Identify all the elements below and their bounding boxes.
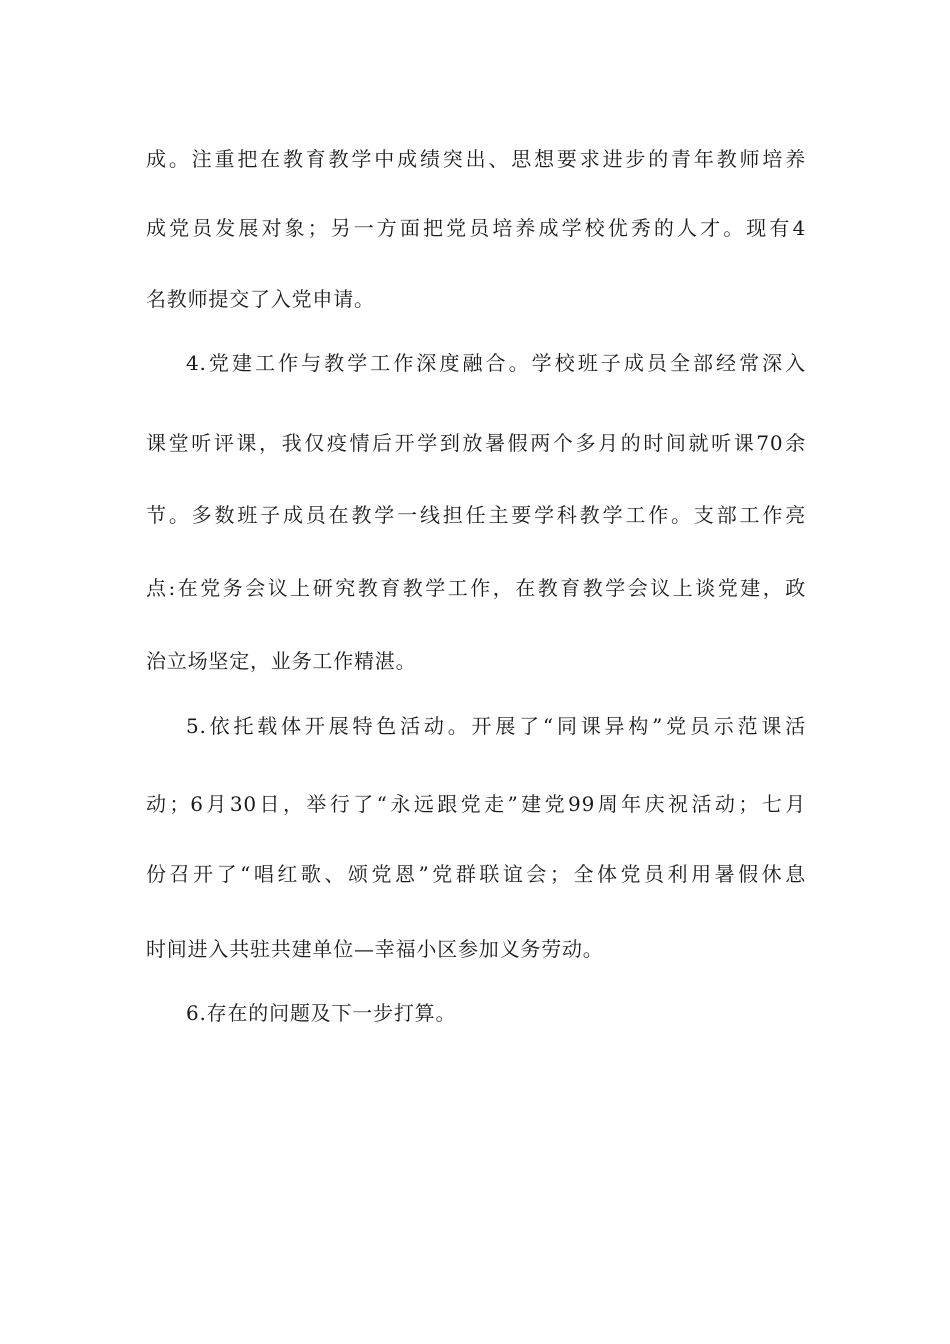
paragraph-start-line: 6.存在的问题及下一步打算。	[186, 1001, 457, 1025]
text-line: 名教师提交了入党申请。	[146, 287, 375, 311]
text-line: 节。多数班子成员在教学一线担任主要学科教学工作。支部工作亮	[146, 503, 806, 527]
paragraph-start-line: 4.党建工作与教学工作深度融合。学校班子成员全部经常深入	[186, 351, 806, 375]
text-line: 成。注重把在教育教学中成绩突出、思想要求进步的青年教师培养	[146, 147, 806, 171]
text-line: 时间进入共驻共建单位—幸福小区参加义务劳动。	[146, 937, 604, 961]
text-line: 份召开了“唱红歌、颂党恩”党群联谊会；全体党员利用暑假休息	[146, 862, 806, 886]
text-line: 治立场坚定，业务工作精湛。	[146, 649, 417, 673]
paragraph-start-line: 5.依托载体开展特色活动。开展了“同课异构”党员示范课活	[186, 714, 806, 738]
text-line: 点:在党务会议上研究教育教学工作，在教育教学会议上谈党建，政	[146, 576, 806, 600]
text-line: 课堂听评课，我仅疫情后开学到放暑假两个多月的时间就听课70余	[146, 431, 806, 455]
text-line: 动；6月30日，举行了“永远跟党走”建党99周年庆祝活动；七月	[146, 792, 806, 816]
text-line: 成党员发展对象；另一方面把党员培养成学校优秀的人才。现有4	[146, 216, 806, 240]
